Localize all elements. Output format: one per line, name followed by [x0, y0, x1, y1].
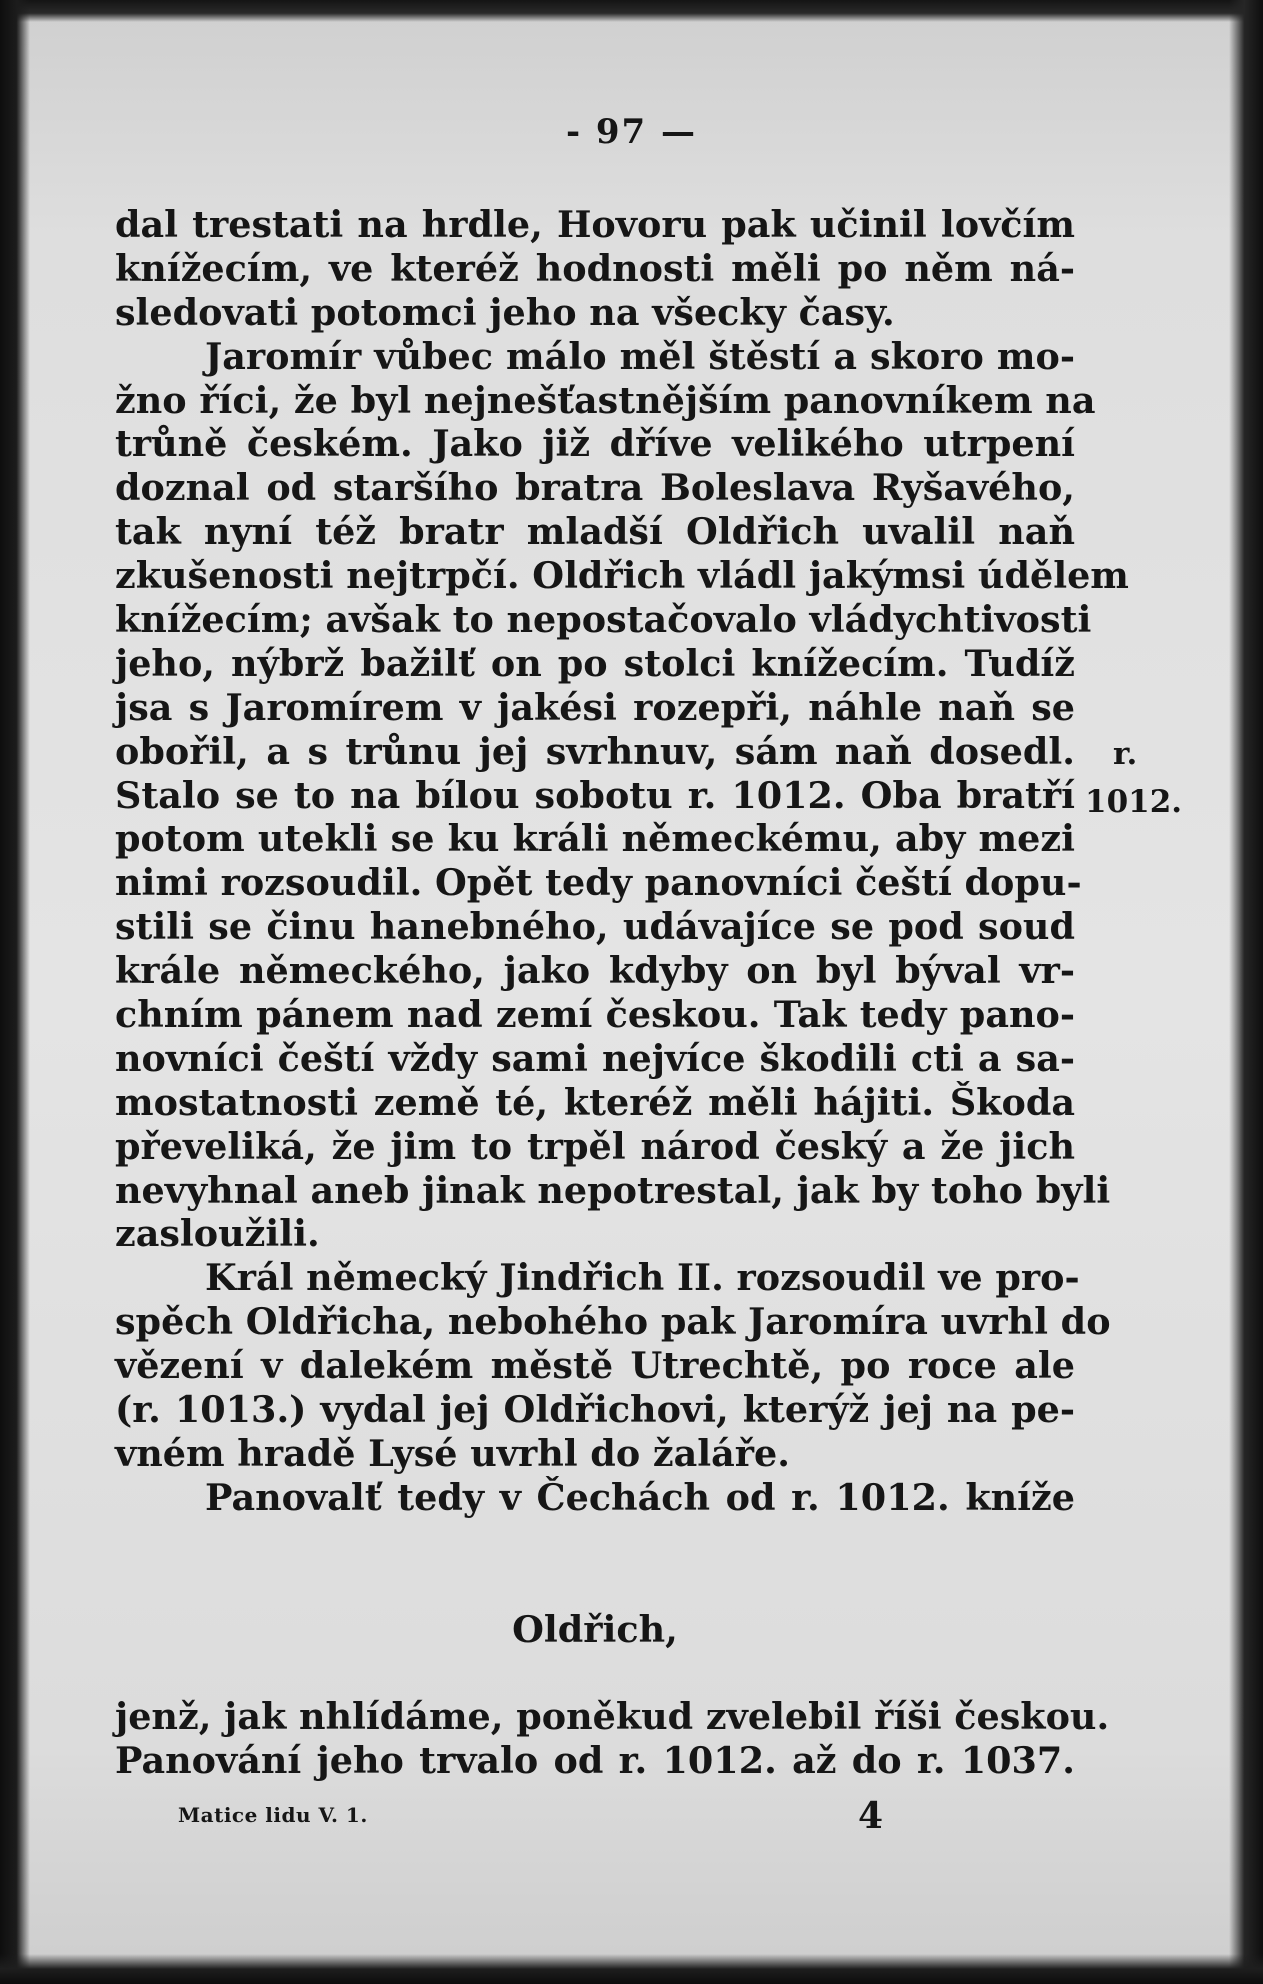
text-line: zasloužili. [115, 1212, 320, 1256]
text-line: Stalo se to na bílou sobotu r. 1012. Oba bratří [115, 773, 1075, 817]
section-heading: Oldřich, [512, 1607, 678, 1651]
text-line: knížecím, ve kteréž hodnosti měli po něm ná- [115, 246, 1075, 290]
text-line: žno říci, že byl nejnešťastnějším panovníkem na [115, 378, 1096, 422]
text-line: (r. 1013.) vydal jej Oldřichovi, kterýž jej na pe- [115, 1388, 1075, 1432]
text-line: zkušenosti nejtrpčí. Oldřich vládl jakýmsi údělem [115, 554, 1129, 598]
blank-line [115, 1520, 1075, 1564]
text-line: stili se činu hanebného, udávajíce se pod soud [115, 905, 1075, 949]
text-line: knížecím; avšak to nepostačovalo vládychtivosti [115, 598, 1092, 642]
text-line: novníci čeští vždy sami nejvíce škodili cti a sa- [115, 1036, 1075, 1080]
body-text [115, 203, 1129, 1783]
text-line: sledovati potomci jeho na všecky časy. [115, 290, 895, 334]
text-line: potom utekli se ku králi německému, aby mezi [115, 817, 1075, 861]
printer-signature: Matice lidu V. 1. [178, 1803, 368, 1827]
text-line: převeliká, že jim to trpěl národ český a že jich [115, 1124, 1075, 1168]
text-line: chním pánem nad zemí českou. Tak tedy pano- [115, 993, 1075, 1037]
scan-edge-right [1229, 0, 1263, 1984]
scan-edge-left [0, 0, 30, 1984]
text-line: Panování jeho trvalo od r. 1012. až do r. 1037. [115, 1739, 1075, 1783]
marginal-note-year: 1012. [1085, 784, 1183, 820]
text-line: jsa s Jaromírem v jakési rozepři, náhle naň se [115, 685, 1075, 729]
text-line: dal trestati na hrdle, Hovoru pak učinil lovčím [115, 203, 1075, 246]
scan-edge-bottom [0, 1954, 1263, 1984]
text-line: Král německý Jindřich II. rozsoudil ve pro- [205, 1256, 1080, 1300]
text-line: vném hradě Lysé uvrhl do žaláře. [115, 1431, 790, 1475]
text-line: nevyhnal aneb jinak nepotrestal, jak by toho byli [115, 1168, 1111, 1212]
text-line: krále německého, jako kdyby on byl býval vr- [115, 949, 1075, 993]
text-line: Panovalť tedy v Čechách od r. 1012. kníže [205, 1475, 1075, 1519]
text-line: doznal od staršího bratra Boleslava Ryšavého, [115, 466, 1075, 510]
scan-edge-top [0, 0, 1263, 22]
text-line: spěch Oldřicha, nebohého pak Jaromíra uvrhl do [115, 1300, 1111, 1344]
text-line: obořil, a s trůnu jej svrhnuv, sám naň dosedl. [115, 729, 1075, 773]
text-line: trůně českém. Jako již dříve velikého utrpení [115, 422, 1075, 466]
text-line: jeho, nýbrž bažilť on po stolci knížecím. Tudíž [115, 641, 1075, 685]
blank-line [115, 1564, 1075, 1608]
text-line: mostatnosti země té, kteréž měli hájiti. Škoda [115, 1080, 1075, 1124]
text-line: Jaromír vůbec málo měl štěstí a skoro mo- [205, 334, 1075, 378]
blank-line [115, 1651, 1075, 1695]
text-line: vězení v dalekém městě Utrechtě, po roce ale [115, 1344, 1075, 1388]
marginal-note-r: r. [1113, 736, 1138, 772]
text-line: nimi rozsoudil. Opět tedy panovníci čeští dopu- [115, 861, 1082, 905]
text-line: tak nyní též bratr mladší Oldřich uvalil naň [115, 510, 1075, 554]
text-line: jenž, jak nhlídáme, poněkud zvelebil říši českou. [115, 1695, 1110, 1739]
page-number: - 97 — [565, 112, 698, 152]
sheet-number: 4 [858, 1795, 884, 1837]
